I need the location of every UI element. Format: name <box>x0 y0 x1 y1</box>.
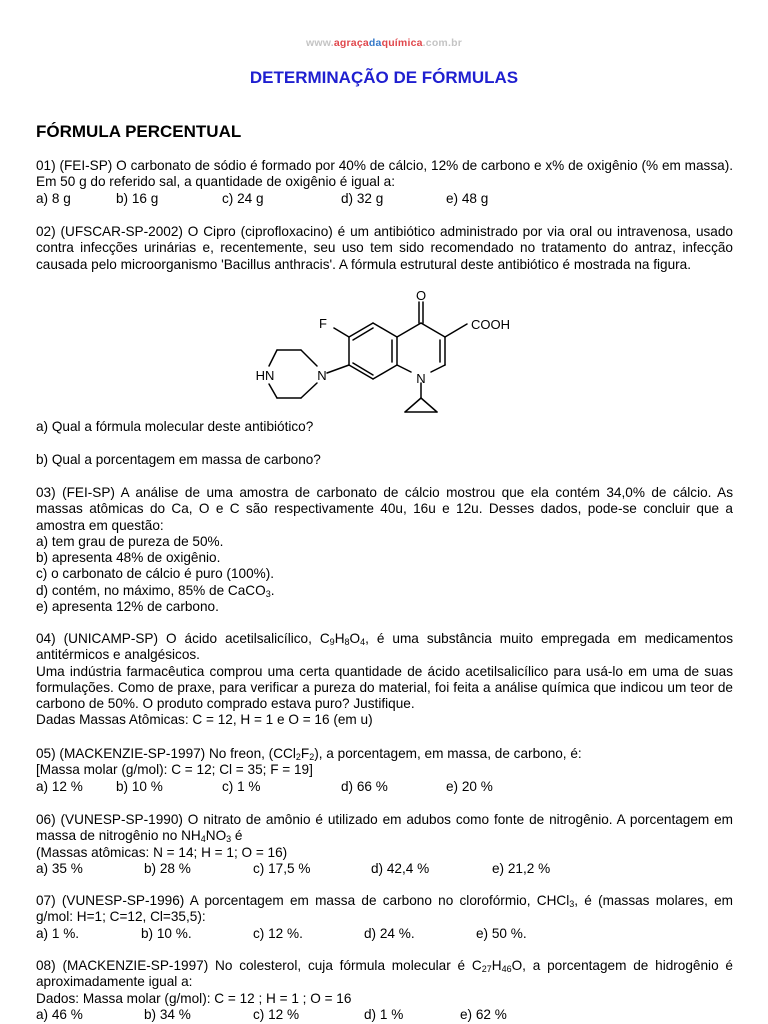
answer-options <box>36 779 733 795</box>
option-d: d) 42,4 % <box>371 860 430 876</box>
option-e: e) 62 % <box>460 1006 507 1022</box>
answer-options <box>36 861 733 877</box>
question-07 <box>36 893 733 942</box>
question-text: 05) (MACKENZIE-SP-1997) No freon, $(CCl_2F_2)$, a porcentagem, em massa, de carbono, é: <box>36 746 582 762</box>
question-data: (Massas atômicas: N = 14; H = 1; O = 16) <box>36 844 288 860</box>
option-a: a) 12 % <box>36 778 83 794</box>
question-02-b: b) Qual a porcentagem em massa de carbono? <box>36 452 321 467</box>
option-b: b) 34 % <box>144 1006 191 1022</box>
answer-options <box>36 926 733 942</box>
question-data: Dados: Massa molar (g/mol): C = 12 ; H = 1 ; O = 16 <box>36 990 352 1006</box>
option-c: c) 17,5 % <box>253 860 311 876</box>
option-a: a) 35 % <box>36 860 83 876</box>
oxygen-label: O <box>415 288 427 303</box>
option-e: e) 21,2 % <box>492 860 551 876</box>
option-a: a) 46 % <box>36 1006 83 1022</box>
ciprofloxacin-structure <box>245 286 510 418</box>
option-d: d) 32 g <box>341 190 384 206</box>
option-a: a) 1 %. <box>36 925 80 941</box>
question-text: 06) (VUNESP-SP-1990) O nitrato de amônio é utilizado em adubos como fonte de nitrogênio. A porcentagem em massa de nitrogênio no $NH_4NO_3$ é <box>36 812 733 845</box>
question-data: Dadas Massas Atômicas: C = 12, H = 1 e O = 16 (em u) <box>36 712 373 728</box>
option-c: c) 24 g <box>222 190 264 206</box>
option-b: b) 16 g <box>116 190 159 206</box>
question-text: 04) (UNICAMP-SP) O ácido acetilsalicílico, $C_9H_8O_4$, é uma substância muito empregada em medicamentos antitérmicos e analgésicos. <box>36 631 733 663</box>
option-e: e) apresenta 12% de carbono. <box>36 599 219 615</box>
answer-options <box>36 191 733 207</box>
question-text: 01) (FEI-SP) O carbonato de sódio é formado por 40% de cálcio, 12% de carbono e x% de oxigênio (% em massa). Em 50 g do referido sal, a quantidade de oxigênio é igual a: <box>36 158 733 190</box>
option-d: d) contém, no máximo, 85% de CaCO$_3$. <box>36 582 275 599</box>
question-04 <box>36 631 733 729</box>
answer-options <box>36 1007 733 1023</box>
option-c: c) o carbonato de cálcio é puro (100%). <box>36 566 275 582</box>
question-text: 07) (VUNESP-SP-1996) A porcentagem em massa de carbono no clorofórmio, CHCl$_3$, é (massas molares, em g/mol: H=1; C=12, Cl=35,5): <box>36 893 733 925</box>
fluorine-label: F <box>319 316 327 331</box>
option-a: a) tem grau de pureza de 50%. <box>36 533 224 549</box>
question-context: Uma indústria farmacêutica comprou uma certa quantidade de ácido acetilsalicílico para usá-lo em uma de suas formulações. Como de praxe, para verificar a pureza do material, foi feita a análise química que indicou um teor de carbono de 50%. O produto comprado estava puro? Justifique. <box>36 663 733 712</box>
question-text: 03) (FEI-SP) A análise de uma amostra de carbonato de cálcio mostrou que ela contém 34,0% de cálcio. As massas atômicas do Ca, O e C são respectivamente 40u, 16u e 12u. Desses dados, pode-se concluir que a amostra em questão: <box>36 485 733 533</box>
piperazine-n-label: N <box>317 368 327 383</box>
question-02: 02) (UFSCAR-SP-2002) O Cipro (ciprofloxacino) é um antibiótico administrado por via oral ou intravenosa, usado contra infecções urinárias e, recentemente, seu uso tem sido recomendado no tratamento do antraz, infecção causada pelo microorganismo 'Bacillus anthracis'. A fórmula estrutural deste antibiótico é mostrada na figura. <box>36 224 733 272</box>
question-text: 08) (MACKENZIE-SP-1997) No colesterol, cuja fórmula molecular é $C_{27}H_{46}O$, a porcentagem de hidrogênio é aproximadamente igual a: <box>36 958 733 990</box>
option-c: c) 12 % <box>253 1006 300 1022</box>
question-06 <box>36 812 733 877</box>
option-b: b) 28 % <box>144 860 191 876</box>
cooh-label: COOH <box>471 317 510 332</box>
question-01 <box>36 158 733 207</box>
option-e: e) 48 g <box>446 190 489 206</box>
page-title: DETERMINAÇÃO DE FÓRMULAS <box>249 68 519 87</box>
option-b: b) 10 %. <box>141 925 192 941</box>
option-b: b) 10 % <box>116 778 163 794</box>
option-e: e) 50 %. <box>476 925 527 941</box>
question-08 <box>36 958 733 1023</box>
option-d: d) 1 % <box>364 1006 404 1022</box>
hn-label: HN <box>255 368 275 383</box>
option-b: b) apresenta 48% de oxigênio. <box>36 550 221 566</box>
option-c: c) 12 %. <box>253 925 303 941</box>
question-05 <box>36 746 733 795</box>
question-02-a: a) Qual a fórmula molecular deste antibiótico? <box>36 419 314 434</box>
section-title: FÓRMULA PERCENTUAL <box>36 122 242 141</box>
question-data: [Massa molar (g/mol): C = 12; Cl = 35; F = 19] <box>36 762 313 778</box>
option-e: e) 20 % <box>446 778 493 794</box>
site-watermark: www.agraçadaquímica.com.br <box>306 37 462 49</box>
option-c: c) 1 % <box>222 778 261 794</box>
option-d: d) 24 %. <box>364 925 415 941</box>
option-d: d) 66 % <box>341 778 388 794</box>
quinolone-n-label: N <box>416 371 426 386</box>
option-a: a) 8 g <box>36 190 71 206</box>
question-03 <box>36 485 733 615</box>
